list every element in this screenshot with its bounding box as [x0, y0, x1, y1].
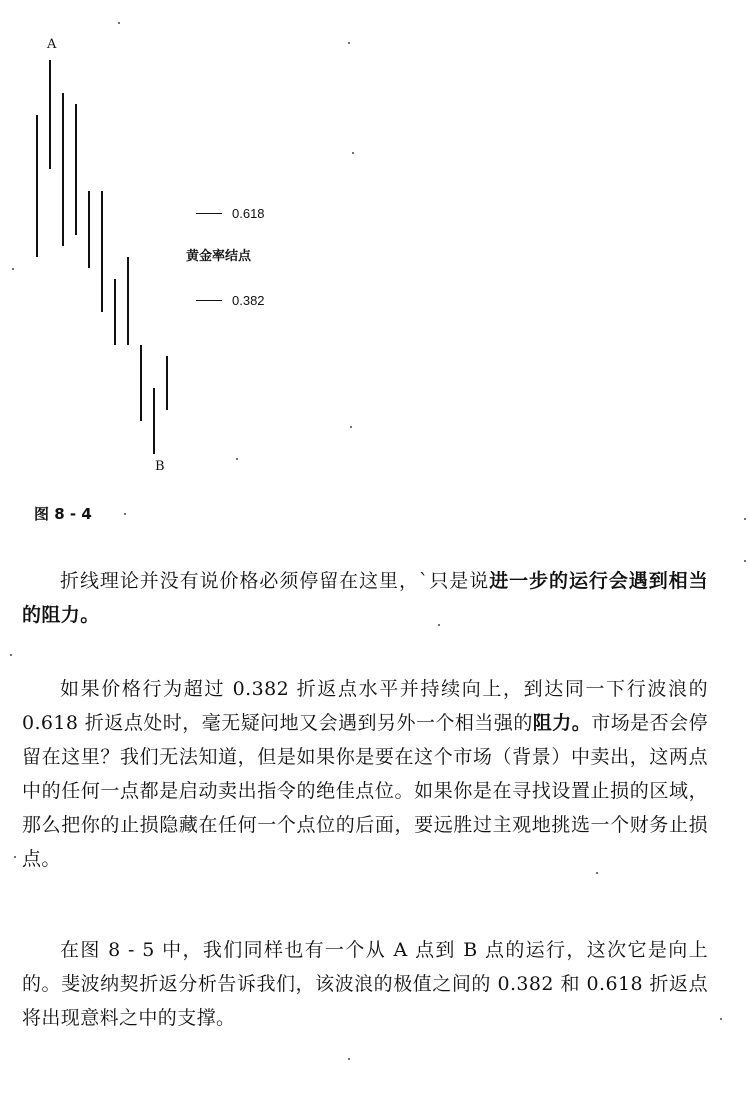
point-a-label: A [47, 37, 57, 52]
scan-speck [438, 624, 440, 626]
level-0382-line [196, 300, 222, 301]
paragraph-2-bold-text: 阻力。 [532, 712, 592, 734]
level-0618-line [196, 213, 222, 214]
scan-speck [12, 268, 14, 270]
scan-speck [124, 513, 126, 515]
paragraph-2-rest-text: 市场是否会停留在这里？我们无法知道，但是如果你是要在这个市场（背景）中卖出，这两点中的任何一点都是启动卖出指令的绝佳点位。如果你是在寻找设置止损的区域，那么把你的止损隐藏在任何一个点位的后面，要远胜过主观地挑选一个财务止损点。 [22, 712, 708, 870]
point-b-label: B [155, 459, 165, 474]
price-bar-10 [153, 388, 155, 454]
price-bar-8 [127, 257, 129, 345]
paragraph-1-bold-text: 进一步的运行会遇到相当的阻力。 [22, 570, 708, 626]
scan-speck [744, 518, 746, 520]
paragraph-3: 在图 8 - 5 中，我们同样也有一个从 A 点到 B 点的运行，这次它是向上的。斐波纳契折返分析告诉我们，该波浪的极值之间的 0.382 和 0.618 折返点将出现意料之中的支撑。 [22, 939, 708, 1029]
level-0618-label: 0.618 [232, 206, 265, 221]
paragraph-2 [22, 672, 708, 876]
paragraph-1-text: 折线理论并没有说价格必须停留在这里，`只是说 [60, 570, 490, 592]
price-bar-7 [114, 279, 116, 345]
paragraph-1 [22, 564, 708, 632]
scan-speck [118, 22, 120, 24]
scan-speck [348, 42, 350, 44]
level-0382-label: 0.382 [232, 293, 265, 308]
figure-caption: 图 8 - 4 [34, 505, 92, 523]
price-bar-2 [49, 60, 51, 169]
scan-speck [348, 1058, 350, 1060]
price-bar-5 [88, 191, 90, 268]
paragraph-2-text: 如果价格行为超过 0.382 折返点水平并持续向上，到达同一下行波浪的 0.618 折返点处时，毫无疑问地又会遇到另外一个相当强的 [22, 678, 708, 734]
scan-speck [236, 458, 238, 460]
scan-speck [720, 1018, 722, 1020]
price-bar-4 [75, 104, 77, 235]
scan-speck [744, 560, 746, 562]
price-bar-1 [36, 115, 38, 257]
scan-speck [10, 654, 12, 656]
scan-speck [352, 152, 354, 154]
figure-8-4 [0, 0, 750, 490]
scan-speck [350, 426, 352, 428]
price-bar-11 [166, 356, 168, 411]
price-bar-6 [101, 191, 103, 311]
golden-ratio-nodes-label: 黄金率结点 [186, 249, 252, 264]
scan-speck [14, 856, 16, 858]
price-bar-3 [62, 93, 64, 246]
scan-speck [596, 872, 598, 874]
price-bar-9 [140, 345, 142, 422]
